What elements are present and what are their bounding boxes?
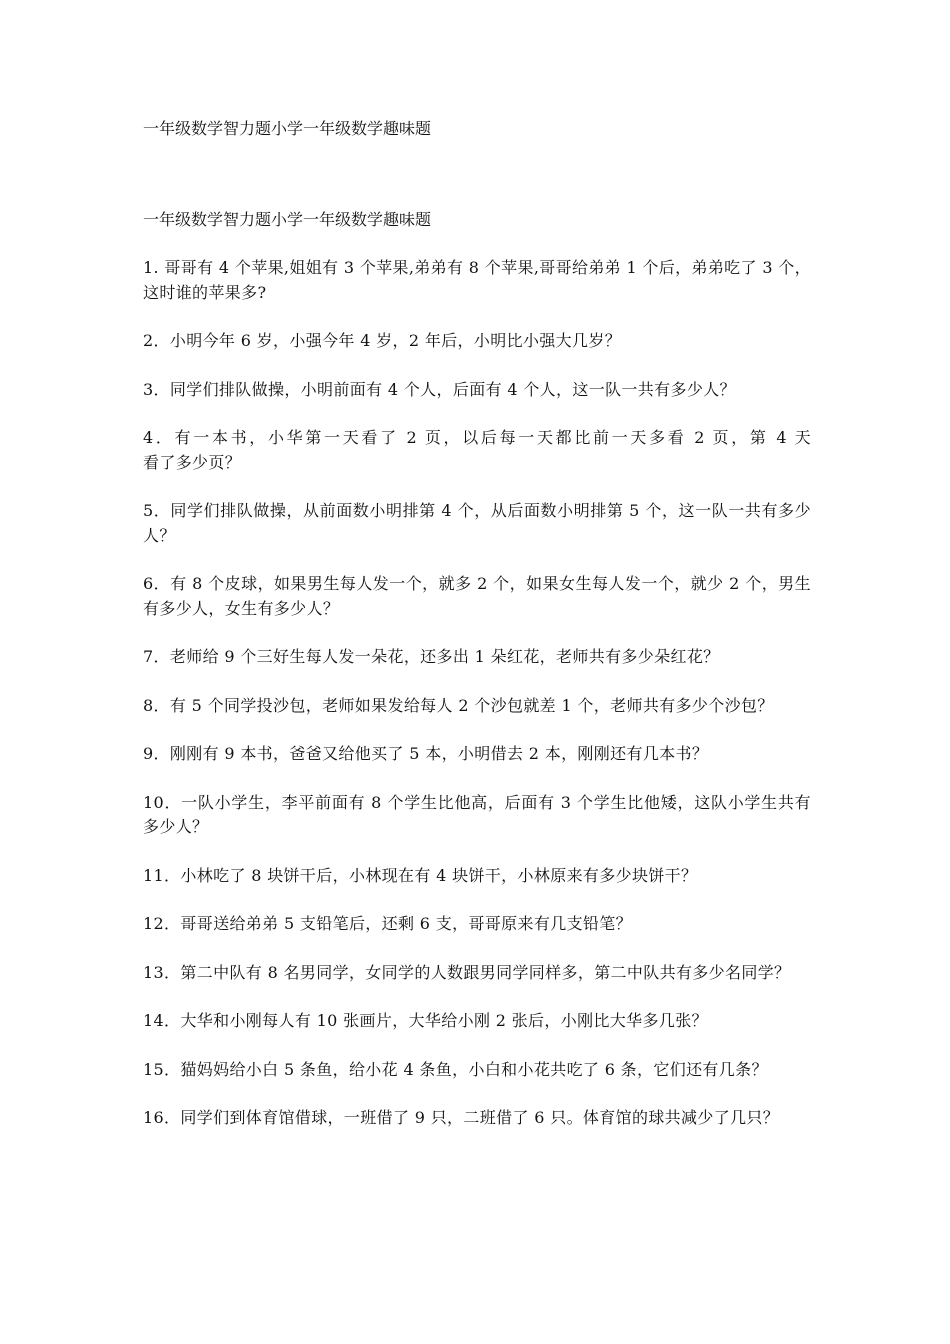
question-item: 8．有 5 个同学投沙包，老师如果发给每人 2 个沙包就差 1 个，老师共有多少个沙包？ (143, 695, 774, 715)
question-list (143, 256, 926, 1131)
question-item: 2．小明今年 6 岁，小强今年 4 岁，2 年后，小明比小强大几岁？ (143, 331, 622, 350)
question-item: 3．同学们排队做操，小明前面有 4 个人，后面有 4 个人，这一队一共有多少人？ (143, 379, 736, 399)
question-item: 14．大华和小刚每人有 10 张画片，大华给小刚 2 张后，小刚比大华多几张？ (143, 1011, 708, 1030)
document-heading: 一年级数学智力题小学一年级数学趣味题 (143, 210, 432, 229)
question-item: 11．小林吃了 8 块饼干后，小林现在有 4 块饼干，小林原来有多少块饼干？ (143, 865, 698, 885)
question-item: 7．老师给 9 个三好生每人发一朵花，还多出 1 朵红花，老师共有多少朵红花？ (143, 647, 720, 666)
question-item: 6．有 8 个皮球，如果男生每人发一个，就多 2 个，如果女生每人发一个，就少 2 个，男生有多少人，女生有多少人？ (143, 574, 811, 618)
question-item: 9．刚刚有 9 本书，爸爸又给他买了 5 本，小明借去 2 本，刚刚还有几本书？ (143, 744, 709, 763)
document-title: 一年级数学智力题小学一年级数学趣味题 (143, 119, 432, 138)
question-item: 5．同学们排队做操，从前面数小明排第 4 个，从后面数小明排第 5 个，这一队一共有多少人？ (143, 501, 811, 545)
question-item: 16．同学们到体育馆借球，一班借了 9 只，二班借了 6 只。体育馆的球共减少了几只？ (143, 1108, 780, 1127)
question-item: 15．猫妈妈给小白 5 条鱼，给小花 4 条鱼，小白和小花共吃了 6 条，它们还有几条？ (143, 1059, 768, 1079)
question-item: 4．有一本书，小华第一天看了 2 页，以后每一天都比前一天多看 2 页，第 4 天 看了多少页？ (143, 428, 926, 472)
document-body (143, 209, 926, 1155)
question-item: 12．哥哥送给弟弟 5 支铅笔后，还剩 6 支，哥哥原来有几支铅笔？ (143, 914, 632, 933)
question-item: 1. 哥哥有 4 个苹果,姐姐有 3 个苹果,弟弟有 8 个苹果,哥哥给弟弟 1 个后，弟弟吃了 3 个，这时谁的苹果多? (143, 258, 811, 302)
question-item: 10．一队小学生，李平前面有 8 个学生比他高，后面有 3 个学生比他矮，这队小学生共有多少人？ (143, 792, 811, 836)
question-item: 13．第二中队有 8 名男同学，女同学的人数跟男同学同样多，第二中队共有多少名同学？ (143, 962, 791, 982)
